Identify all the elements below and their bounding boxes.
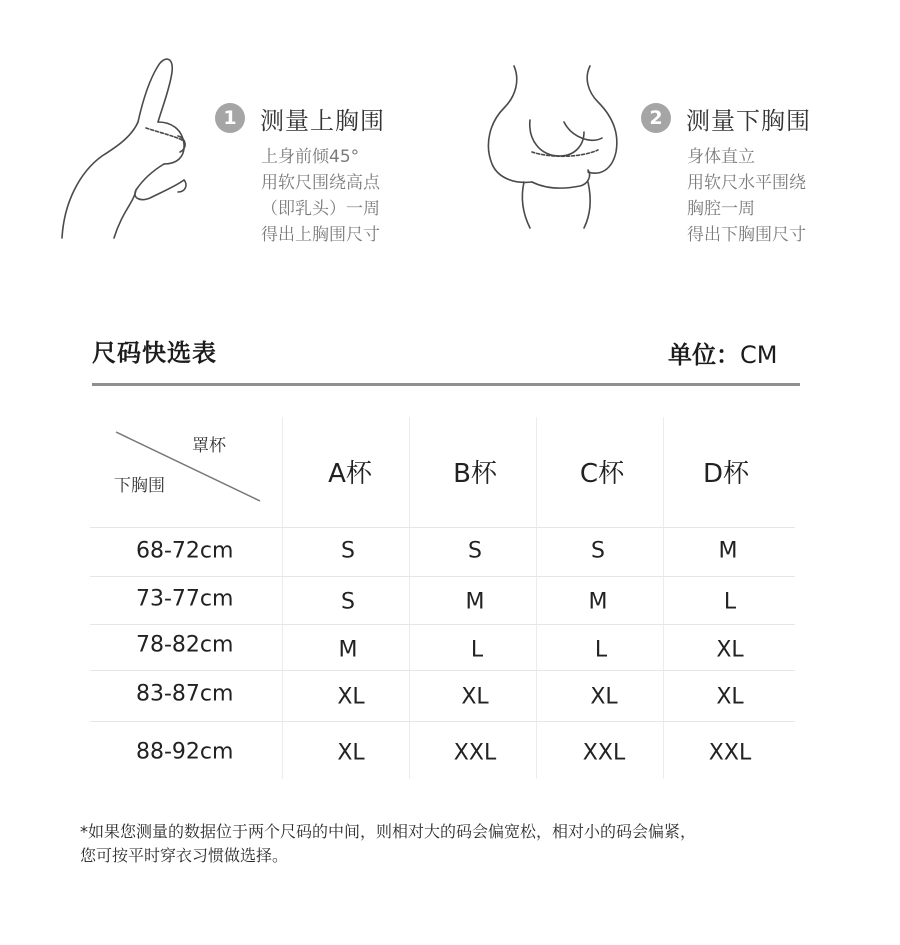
size-cell: XXL [582,740,626,766]
step-upper-bust [215,100,385,248]
row-label: 73-77cm [136,586,234,612]
footnote-line: 您可按平时穿衣习惯做选择。 [80,846,289,865]
column-divider [282,417,283,779]
row-divider [90,721,795,722]
step-instruction: 用软尺围绕高点 [261,173,380,193]
size-table [90,417,795,779]
row-divider [90,670,795,671]
footnote-line: *如果您测量的数据位于两个尺码的中间，则相对大的码会偏宽松，相对小的码会偏紧， [80,822,697,841]
column-header-d: D杯 [702,459,750,489]
unit-indicator [668,335,777,370]
size-cell: XXL [453,740,497,766]
step-instruction: 得出下胸围尺寸 [687,225,806,245]
unit-label: 单位： [668,341,740,369]
corner-underbust-label: 下胸围 [114,476,165,496]
step-instruction: 上身前倾45° [261,147,360,167]
row-divider [90,624,795,625]
size-cell: L [723,589,737,615]
size-cell: M [718,538,738,564]
step-instruction: 胸腔一周 [687,199,755,219]
corner-cup-label: 罩杯 [192,436,226,456]
row-label: 68-72cm [136,538,234,564]
row-label: 83-87cm [136,681,234,707]
column-divider [409,417,410,779]
size-cell: S [591,538,605,564]
size-cell: S [341,589,355,615]
underbust-illustration [480,60,630,230]
step-instruction: 用软尺水平围绕 [687,173,806,193]
unit-value: CM [740,341,778,369]
row-divider [90,527,795,528]
size-chart-title: 尺码快选表 [92,339,217,367]
column-header-c: C杯 [579,459,625,489]
footnote [80,820,860,868]
size-cell: M [338,637,358,663]
upper-bust-illustration [58,52,208,242]
size-cell: XL [716,684,744,710]
size-cell: M [465,589,485,615]
row-label: 88-92cm [136,739,234,765]
column-divider [536,417,537,779]
size-cell: L [470,637,484,663]
title-divider [92,383,800,386]
column-divider [663,417,664,779]
step-instruction: （即乳头）一周 [261,199,380,219]
step-title: 测量下胸围 [686,106,811,135]
size-cell: XL [716,637,744,663]
size-cell: XL [461,684,489,710]
step-instruction: 得出上胸围尺寸 [261,225,380,245]
column-header-a: A杯 [328,459,372,489]
step-number-badge: 1 [215,103,245,133]
row-divider [90,576,795,577]
step-underbust [641,100,811,248]
row-label: 78-82cm [136,632,234,658]
size-cell: XXL [708,740,752,766]
size-cell: XL [337,740,365,766]
step-title: 测量上胸围 [260,106,385,135]
size-cell: L [594,637,608,663]
size-cell: S [468,538,482,564]
step-number-badge: 2 [641,103,671,133]
column-header-b: B杯 [453,459,497,489]
size-cell: M [588,589,608,615]
step-instruction: 身体直立 [687,147,755,167]
size-cell: S [341,538,355,564]
size-cell: XL [337,684,365,710]
size-cell: XL [590,684,618,710]
